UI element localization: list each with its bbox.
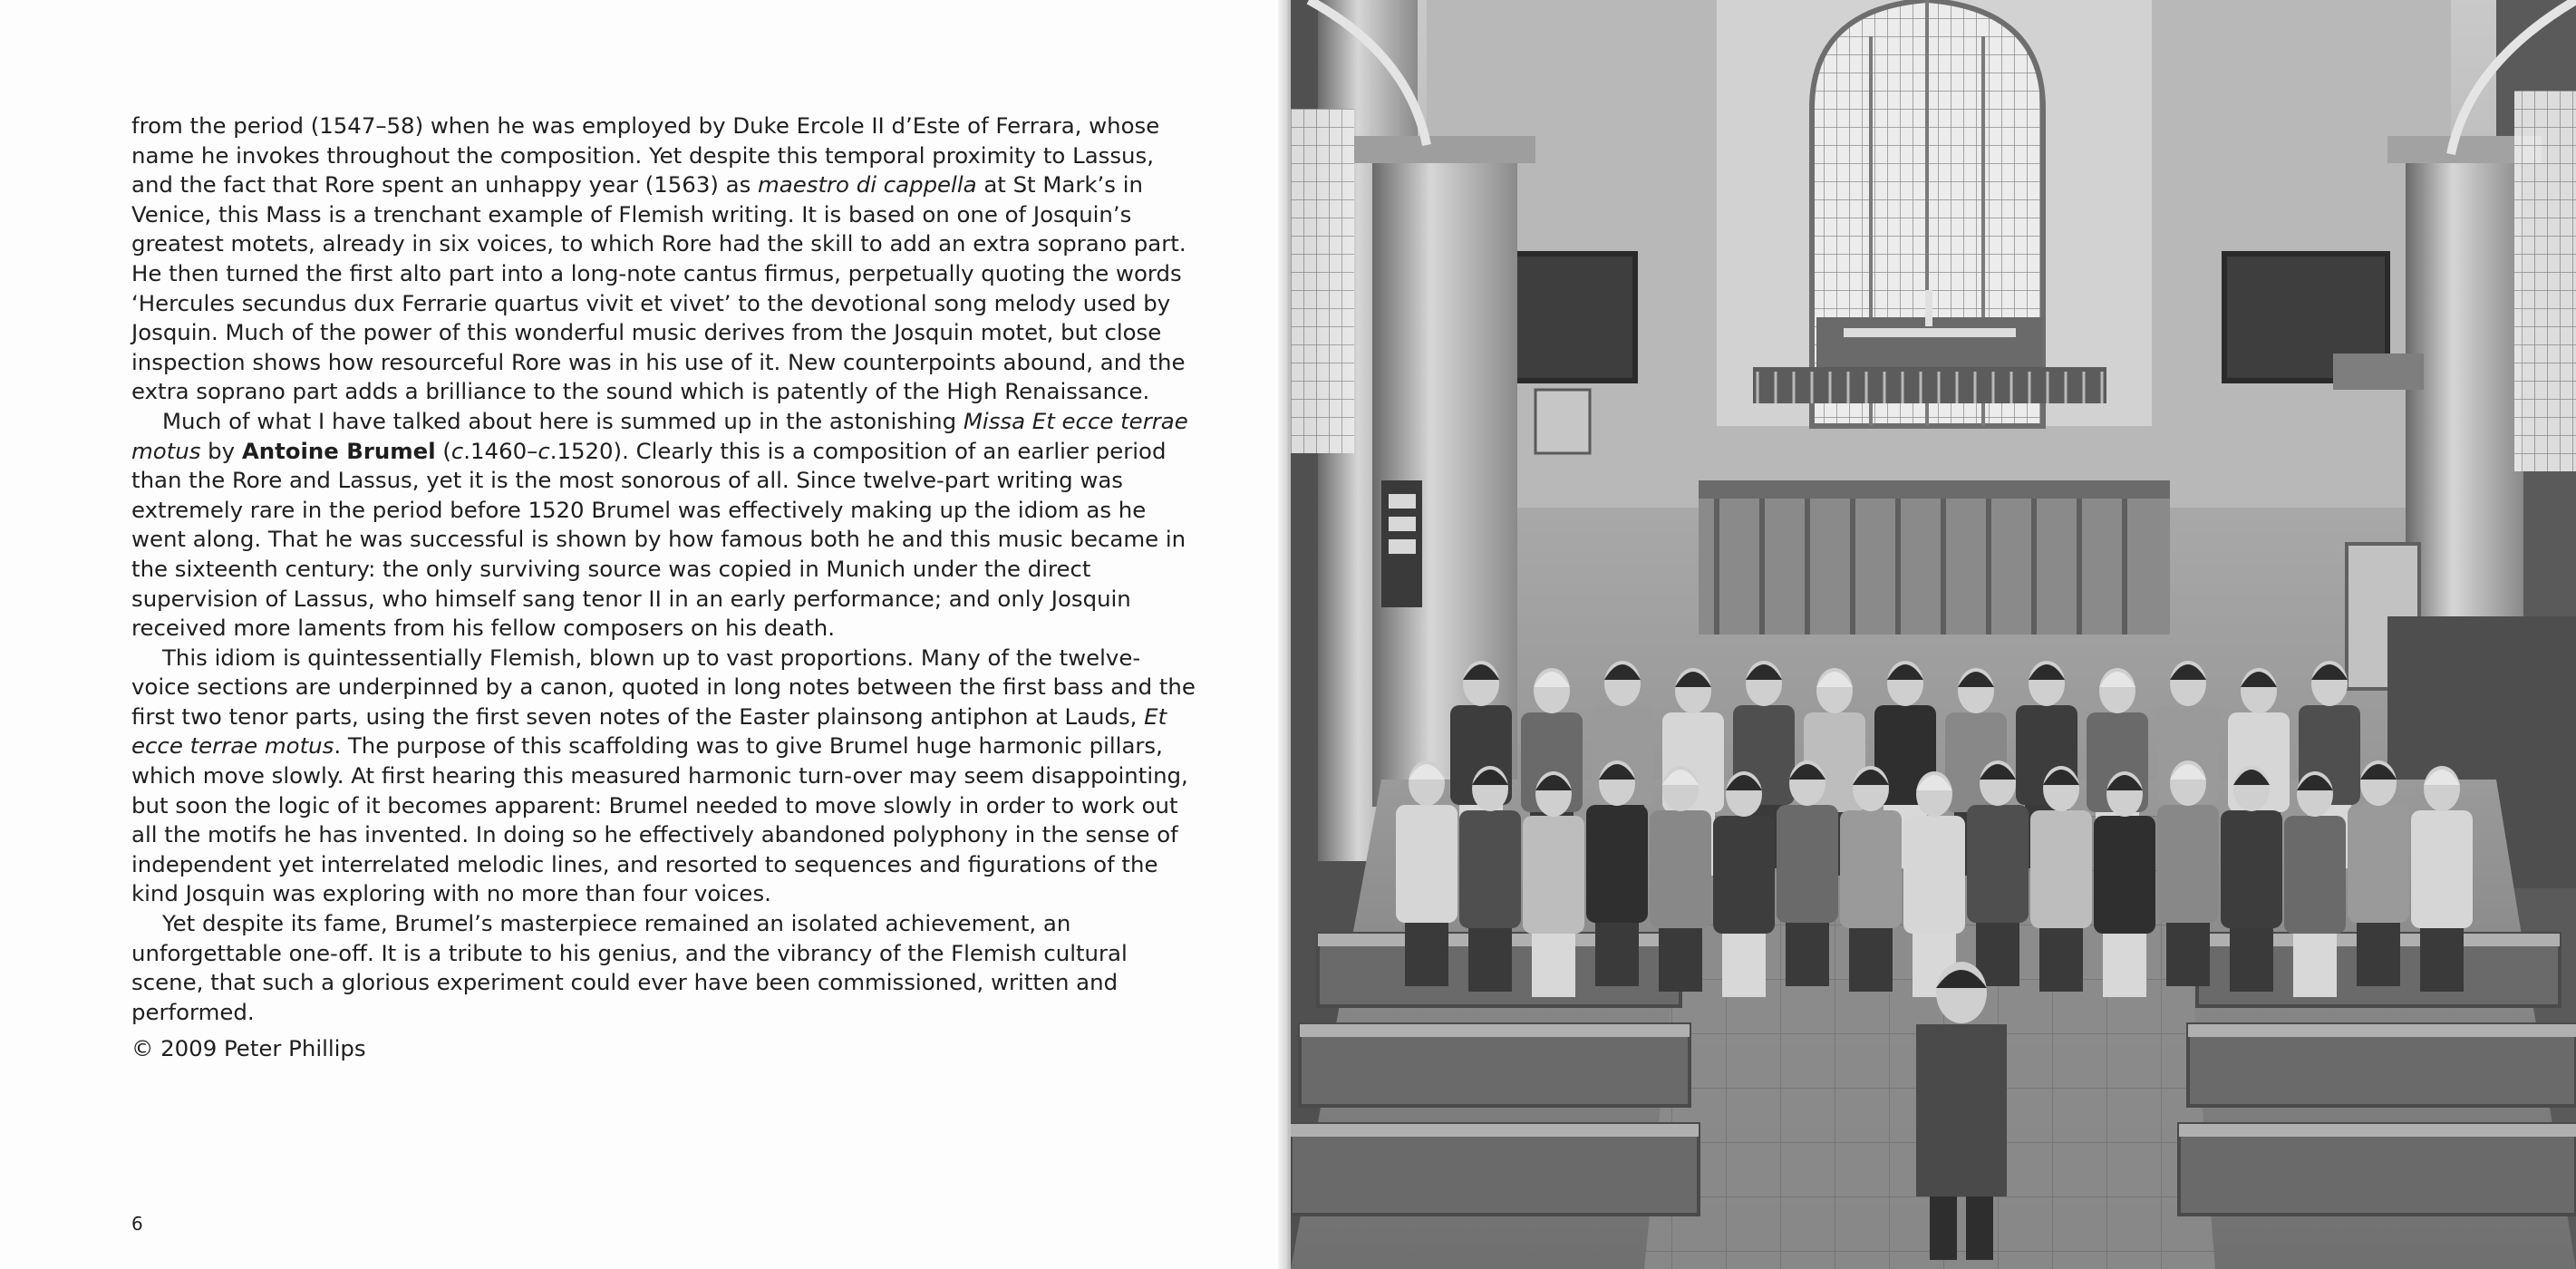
- paragraph-rore-mass: [131, 111, 1196, 407]
- choir-front-row: [1396, 760, 2473, 997]
- paragraph-brumel-intro: [131, 407, 1196, 644]
- text-run: .1520). Clearly this is a composition of an earlier period than the Rore and Lassus, yet it is the most sonorous of all. Since twelve-part writing was extremely rare in the period before 1520 Brumel was effectively making up the idiom as he went along. That he was successful is shown by how famous both he and this music became in the sixteenth century: the only surviving source was copied in Munich under the direct supervision of Lassus, who himself sang tenor II in an early performance; and only Josquin received more laments from his fellow composers on his death.: [131, 437, 1186, 642]
- essay-text: [131, 111, 1196, 1064]
- text-run-italic: c: [537, 437, 550, 464]
- text-run-italic: c: [450, 437, 464, 464]
- page-number: 6: [131, 1213, 143, 1235]
- text-run: (: [435, 437, 451, 464]
- paragraph-flemish-idiom: [131, 644, 1196, 909]
- text-run-italic: maestro di cappella: [758, 171, 977, 199]
- photo-page: [1291, 0, 2576, 1269]
- text-run: from the period (1547–58) when he was employed by Duke Ercole II d’Este of Ferrara, whose name he invokes throughout the composition. Yet despite this temporal proximity to Lassus, and the fact that Rore spent an unhappy year (1563) as: [131, 112, 1160, 199]
- text-page: [0, 0, 1287, 1269]
- text-run: This idiom is quintessentially Flemish, blown up to vast proportions. Many of the twelve-voice sections are underpinned by a canon, quoted in long notes between the first bass and the first two tenor parts, using the first seven notes of the Easter plainsong antiphon at Lauds,: [131, 644, 1196, 730]
- paragraph-masterpiece: [131, 909, 1196, 1027]
- text-run: .1460–: [463, 437, 538, 464]
- copyright-line: © 2009 Peter Phillips: [131, 1035, 366, 1062]
- text-run: . The purpose of this scaffolding was to give Brumel huge harmonic pillars, which move slowly. At first hearing this measured harmonic turn-over may seem disappointing, but soon the logic of it becomes apparent: Brumel needed to move slowly in order to work out all the motifs he has invented. In doing so he effectively abandoned polyphony in the sense of independent yet interrelated melodic lines, and resorted to sequences and figurations of the kind Josquin was exploring with no more than four voices.: [131, 732, 1188, 907]
- text-run-italic: Et ecce terrae motus: [131, 702, 1167, 760]
- text-run: Much of what I have talked about here is summed up in the astonishing: [162, 407, 964, 434]
- text-run-bold: Antoine Brumel: [241, 437, 436, 464]
- text-run: Yet despite its fame, Brumel’s masterpiece remained an isolated achievement, an unforgettable one-off. It is a tribute to his genius, and the vibrancy of the Flemish cultural scene, that such a glorious experiment could ever have been commissioned, written and performed.: [131, 910, 1128, 1025]
- text-run-italic: Missa Et ecce terrae motus: [131, 407, 1188, 464]
- church-choir-photo: [1291, 0, 2576, 1269]
- text-run: by: [200, 437, 242, 464]
- text-run: at St Mark’s in Venice, this Mass is a trenchant example of Flemish writing. It is based on one of Josquin’s greatest motets, already in six voices, to which Rore had the skill to add an extra soprano part. He then turned the first alto part into a long-note cantus firmus, perpetually quoting the words ‘Hercules secundus dux Ferrarie quartus vivit et vivet’ to the devotional song melody used by Josquin. Much of the power of this wonderful music derives from the Josquin motet, but close inspection shows how resourceful Rore was in his use of it. New counterpoints abound, and the extra soprano part adds a brilliance to the sound which is patently of the High Renaissance.: [131, 171, 1186, 405]
